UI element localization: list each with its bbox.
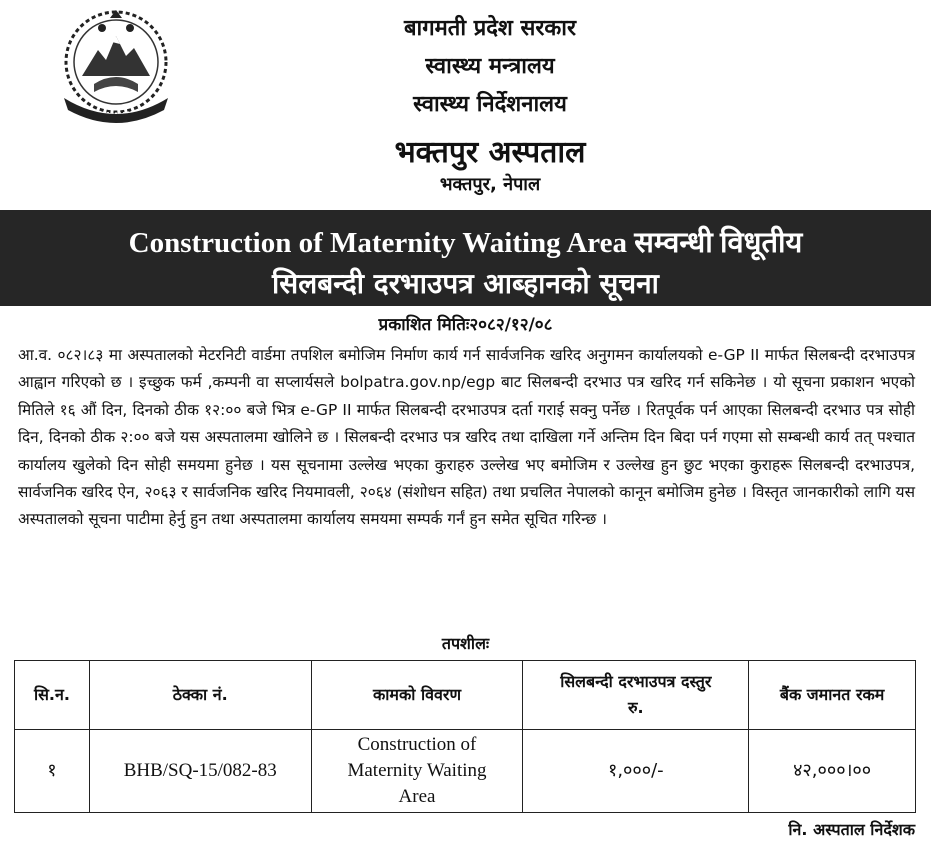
cell-contract-no: BHB/SQ-15/082-83 (89, 730, 311, 813)
notice-title-line-1: Construction of Maternity Waiting Area सम्वन्धी विधूतीय (128, 227, 803, 259)
notice-body: आ.व. ०८२।८३ मा अस्पतालको मेटरनिटी वार्डमा तपशिल बमोजिम निर्माण कार्य गर्न सार्वजनिक खरिद अनुगमन कार्यालयको e-GP II मार्फत सिलबन्दी दरभाउपत्र आह्वान गरिएको छ । इच्छुक फर्म ,कम्पनी वा सप्लार्यसले bolpatra.gov.np/egp बाट सिलबन्दी दरभाउ पत्र खरिद गर्न सकिनेछ । यो सूचना प्रकाशन भएको मितिले १६ औं दिन, दिनको ठीक १२:०० बजे भित्र e-GP II मार्फत सिलबन्दी दरभाउपत्र दर्ता गराई सक्नु पर्नेछ । रितपूर्वक पर्न आएका सिलबन्दी दरभाउ पत्र सोही दिन, दिनको ठीक २:०० बजे यस अस्पतालमा खोलिने छ । सिलबन्दी दरभाउ पत्र खरिद तथा दाखिला गर्ने अन्तिम दिन बिदा पर्न गएमा सो सम्बन्धी कार्य तत् पश्चात कार्यालय खुलेको दिन सोही समयमा हुनेछ । यस सूचनामा उल्लेख भएका कुराहरु उल्लेख भए बमोजिम र उल्लेख हुन छुट भएका कुराहरू सिलबन्दी दरभाउपत्र, सार्वजनिक खरिद ऐन, २०६३ र सार्वजनिक खरिद नियमावली, २०६४ (संशोधन सहित) तथा प्रचलित नेपालको कानून बमोजिम हुनेछ । विस्तृत जानकारीको लागि यस अस्पतालको सूचना पाटीमा हेर्नु हुन तथा अस्पतालमा कार्यालय समयमा सम्पर्क गर्नं हुन समेत सूचित गरिन्छ । (18, 346, 915, 529)
header-contract-no: ठेक्का नं. (89, 661, 311, 730)
directorate-line: स्वास्थ्य निर्देशनालय (413, 92, 567, 117)
notice-title-line-2: सिलबन्दी दरभाउपत्र आब्हानको सूचना (272, 267, 659, 300)
table-row (15, 730, 916, 813)
notice-title-banner (0, 210, 931, 306)
nepal-government-emblem-icon (54, 6, 178, 126)
header-bank-guarantee: बैंक जमानत रकम (749, 661, 916, 730)
notice-header (0, 0, 931, 210)
published-date: प्रकाशित मितिः२०८२/१२/०८ (378, 315, 553, 335)
cell-bank-guarantee: ४२,०००।०० (749, 730, 916, 813)
province-government-line: बागमती प्रदेश सरकार (404, 16, 576, 41)
hospital-name: भक्तपुर अस्पताल (394, 135, 586, 170)
table-header-row (15, 661, 916, 730)
cell-bid-fee: १,०००/- (523, 730, 749, 813)
cell-serial-no: १ (15, 730, 90, 813)
ministry-line: स्वास्थ्य मन्त्रालय (425, 54, 555, 79)
hospital-address: भक्तपुर, नेपाल (439, 174, 541, 195)
header-bid-fee: सिलबन्दी दरभाउपत्र दस्तुर रु. (523, 661, 749, 730)
signatory-title: नि. अस्पताल निर्देशक (788, 820, 915, 839)
tender-details-table (14, 660, 916, 813)
cell-work-description: Construction of Maternity Waiting Area (311, 730, 523, 813)
table-caption: तपशीलः (441, 634, 490, 653)
header-serial-no: सि.न. (15, 661, 90, 730)
header-work-description: कामको विवरण (311, 661, 523, 730)
